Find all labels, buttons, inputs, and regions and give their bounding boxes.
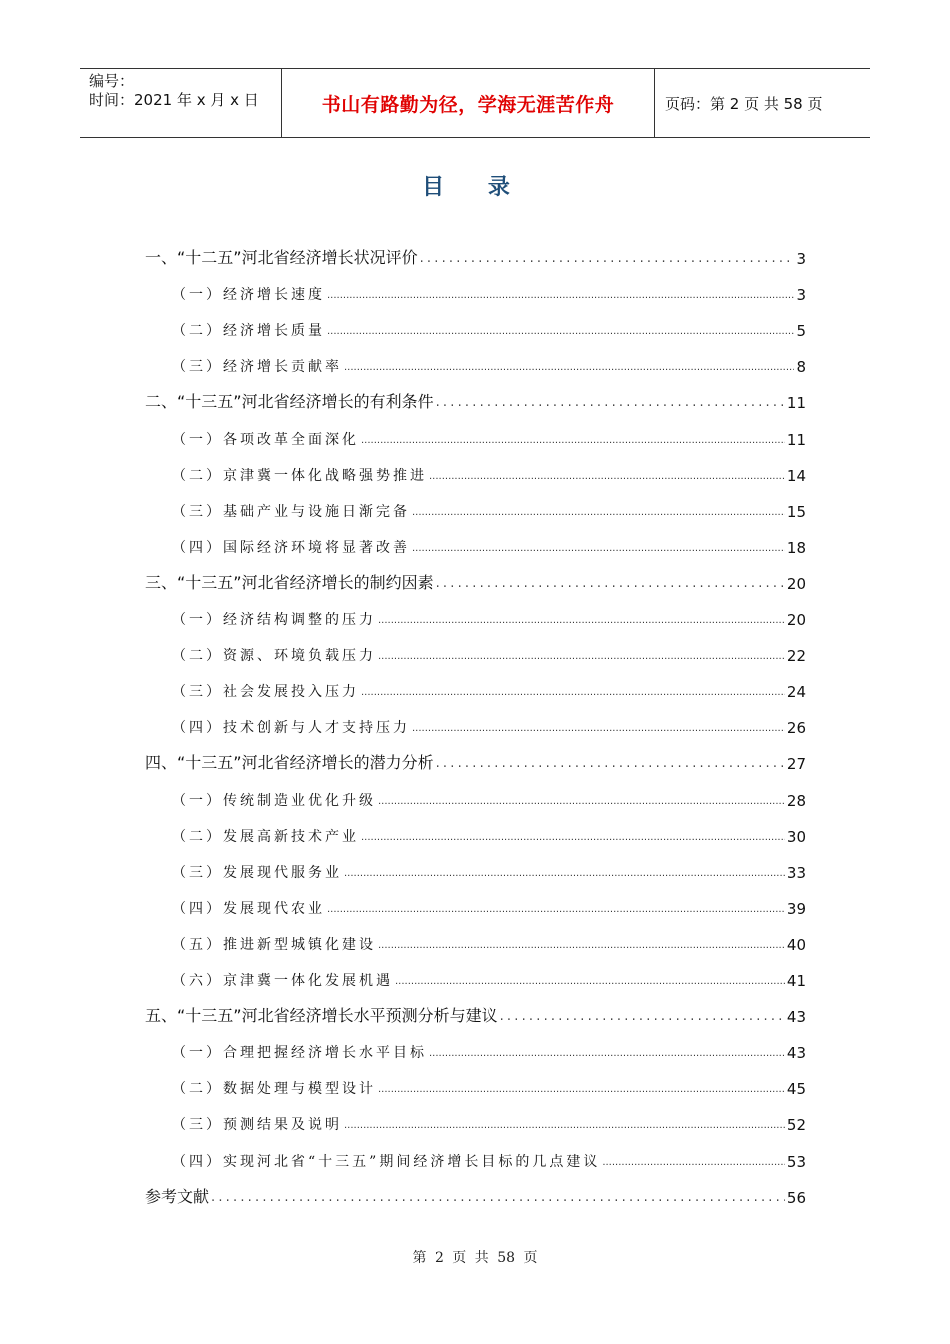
toc-page-number: 40: [786, 935, 806, 954]
toc-entry-label: （二）经济增长质量: [172, 323, 325, 340]
toc-section-entry[interactable]: [145, 1062, 806, 1098]
toc-leader-dots: [602, 1155, 785, 1171]
toc-section-entry[interactable]: [145, 1098, 806, 1134]
toc-chapter-entry[interactable]: [145, 1171, 806, 1207]
toc-entry-label: （一）经济增长速度: [172, 287, 325, 304]
toc-entry-label: （三）发展现代服务业: [172, 864, 342, 881]
toc-leader-dots: [429, 469, 785, 485]
toc-leader-dots: [412, 721, 785, 737]
toc-leader-dots: [395, 974, 785, 990]
toc-section-entry[interactable]: [145, 1135, 806, 1171]
toc-leader-dots: [327, 324, 794, 340]
toc-section-entry[interactable]: [145, 810, 806, 846]
toc-page-number: 33: [786, 863, 806, 882]
toc-page-number: 11: [786, 394, 806, 413]
toc-section-entry[interactable]: [145, 846, 806, 882]
toc-entry-label: （二）京津冀一体化战略强势推进: [172, 467, 427, 484]
page-info: 页码：第 2 页 共 58 页: [665, 95, 823, 113]
toc-page-number: 24: [786, 683, 806, 702]
toc-page-number: 45: [786, 1080, 806, 1099]
motto-text: 书山有路勤为径，学海无涯苦作舟: [321, 94, 615, 116]
toc-entry-label: （二）数据处理与模型设计: [172, 1081, 376, 1098]
toc-page-number: 26: [786, 719, 806, 738]
toc-leader-dots: [344, 360, 794, 376]
toc-page-number: 11: [786, 430, 806, 449]
toc-section-entry[interactable]: [145, 449, 806, 485]
toc-leader-dots: [412, 505, 785, 521]
toc-section-entry[interactable]: [145, 882, 806, 918]
toc-section-entry[interactable]: [145, 268, 806, 304]
page-title: 目 录: [422, 175, 528, 200]
toc-leader-dots: [361, 685, 785, 701]
number-label: 编号：: [89, 72, 135, 90]
toc-entry-label: （四）发展现代农业: [172, 900, 325, 917]
toc-entry-label: （五）推进新型城镇化建设: [172, 936, 376, 953]
toc-leader-dots: [378, 794, 785, 810]
toc-section-entry[interactable]: [145, 304, 806, 340]
toc-section-entry[interactable]: [145, 485, 806, 521]
toc-section-entry[interactable]: [145, 593, 806, 629]
toc-section-entry[interactable]: [145, 413, 806, 449]
toc-page-number: 27: [786, 755, 806, 774]
toc-entry-label: （三）基础产业与设施日渐完备: [172, 503, 410, 520]
toc-leader-dots: [436, 575, 785, 593]
toc-page-number: 43: [786, 1044, 806, 1063]
toc-leader-dots: [361, 830, 785, 846]
header-page-cell: [655, 69, 870, 137]
toc-page-number: 3: [796, 250, 806, 268]
toc-section-entry[interactable]: [145, 1026, 806, 1062]
toc-page-number: 5: [796, 322, 806, 341]
toc-page-number: 14: [786, 466, 806, 485]
toc-entry-label: （一）各项改革全面深化: [172, 431, 359, 448]
toc-section-entry[interactable]: [145, 665, 806, 701]
toc-section-entry[interactable]: [145, 954, 806, 990]
toc-page-number: 3: [796, 286, 806, 305]
toc-leader-dots: [412, 541, 785, 557]
toc-entry-label: （三）预测结果及说明: [172, 1117, 342, 1134]
page-footer: 第 2 页 共 58 页: [412, 1250, 538, 1266]
toc-chapter-entry[interactable]: [145, 557, 806, 593]
toc-page-number: 43: [786, 1008, 806, 1027]
toc-entry-label: （四）技术创新与人才支持压力: [172, 720, 410, 737]
toc-page-number: 41: [786, 972, 806, 990]
toc-page-number: 53: [786, 1152, 806, 1171]
toc-entry-label: （四）实现河北省“十三五”期间经济增长目标的几点建议: [172, 1153, 601, 1170]
toc-entry-label: 三、“十三五”河北省经济增长的制约因素: [145, 572, 434, 592]
toc-entry-label: （二）资源、环境负载压力: [172, 648, 376, 665]
toc-leader-dots: [378, 613, 785, 629]
header-motto-cell: [282, 69, 655, 137]
toc-leader-dots: [327, 288, 794, 304]
toc-chapter-entry[interactable]: [145, 990, 806, 1026]
toc-section-entry[interactable]: [145, 340, 806, 376]
header-info-cell: [80, 69, 282, 137]
toc-entry-label: （一）经济结构调整的压力: [172, 612, 376, 628]
toc-leader-dots: [378, 649, 785, 665]
toc-entry-label: （四）国际经济环境将显著改善: [172, 539, 410, 556]
toc-page-number: 39: [786, 899, 806, 918]
toc-page-number: 56: [786, 1188, 806, 1207]
toc-entry-label: （六）京津冀一体化发展机遇: [172, 973, 393, 989]
toc-page-number: 15: [786, 502, 806, 521]
toc-entry-label: （二）发展高新技术产业: [172, 828, 359, 845]
toc-page-number: 30: [786, 827, 806, 846]
toc-entry-label: 四、“十三五”河北省经济增长的潜力分析: [145, 753, 434, 773]
toc-section-entry[interactable]: [145, 521, 806, 557]
toc-section-entry[interactable]: [145, 774, 806, 810]
toc-leader-dots: [378, 1082, 785, 1098]
toc-leader-dots: [420, 250, 795, 268]
toc-page-number: 18: [786, 538, 806, 557]
toc-leader-dots: [436, 755, 785, 773]
date-label: 时间：2021 年 x 月 x 日: [89, 91, 259, 109]
toc-leader-dots: [429, 1046, 785, 1062]
toc-page-number: 28: [786, 791, 806, 810]
toc-page-number: 8: [796, 358, 806, 377]
toc-entry-label: 二、“十三五”河北省经济增长的有利条件: [145, 392, 434, 412]
toc-page-number: 20: [786, 574, 806, 593]
toc-leader-dots: [361, 433, 785, 449]
toc-chapter-entry[interactable]: [145, 737, 806, 773]
toc-page-number: 52: [786, 1116, 806, 1135]
toc-leader-dots: [344, 866, 785, 882]
toc-section-entry[interactable]: [145, 701, 806, 737]
toc-entry-label: （三）经济增长贡献率: [172, 359, 342, 376]
toc-chapter-entry[interactable]: [145, 376, 806, 412]
toc-leader-dots: [344, 1118, 785, 1134]
toc-entry-label: 一、“十二五”河北省经济增长状况评价: [145, 248, 418, 267]
toc-entry-label: （一）传统制造业优化升级: [172, 792, 376, 809]
toc-leader-dots: [436, 394, 785, 412]
header-table: [80, 68, 870, 138]
toc-leader-dots: [500, 1008, 785, 1026]
toc-page-number: 22: [786, 647, 806, 666]
toc-leader-dots: [327, 902, 785, 918]
toc-chapter-entry[interactable]: [145, 232, 806, 268]
toc-leader-dots: [211, 1189, 785, 1207]
toc-page-number: 20: [786, 611, 806, 629]
toc-entry-label: 五、“十三五”河北省经济增长水平预测分析与建议: [145, 1006, 498, 1026]
toc-entry-label: （一）合理把握经济增长水平目标: [172, 1045, 427, 1062]
toc-section-entry[interactable]: [145, 629, 806, 665]
toc-entry-label: 参考文献: [145, 1186, 210, 1206]
toc-leader-dots: [378, 938, 785, 954]
toc-entry-label: （三）社会发展投入压力: [172, 684, 359, 701]
toc-section-entry[interactable]: [145, 918, 806, 954]
